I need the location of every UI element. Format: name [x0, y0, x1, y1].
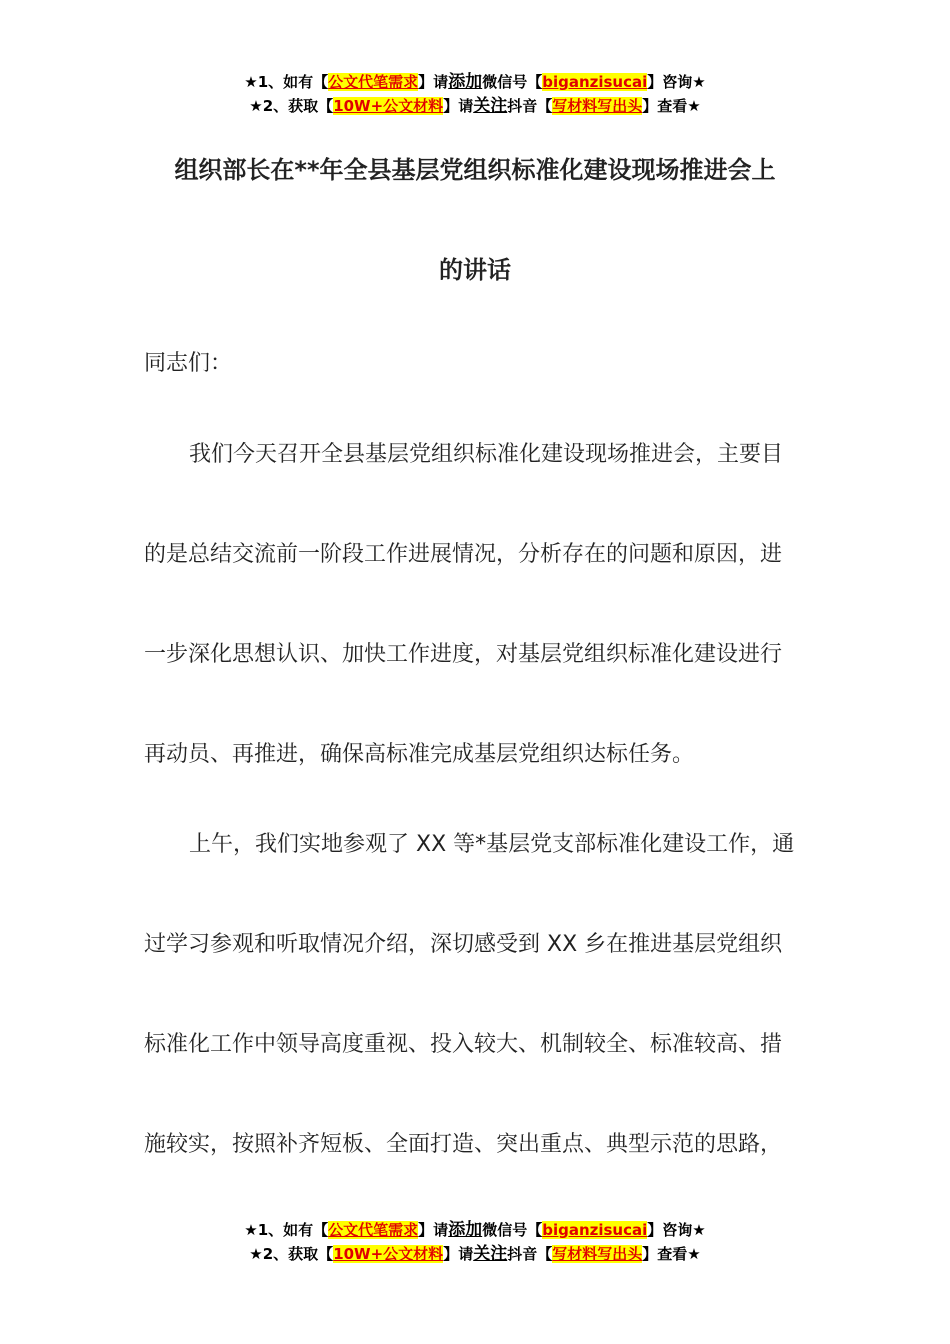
text-line: 我们今天召开全县基层党组织标准化建设现场推进会，主要目 — [189, 442, 784, 467]
promo-text: ★2、获取【 — [249, 1245, 334, 1263]
promo-highlight: 公文代笔需求 — [328, 1221, 419, 1239]
promo-text: 】请 — [443, 97, 474, 115]
promo-text: 】请 — [443, 1245, 474, 1263]
text-line: 施较实，按照补齐短板、全面打造、突出重点、典型示范的思路， — [144, 1132, 783, 1157]
promo-text: 】请 — [418, 73, 449, 91]
promo-text: 抖音【 — [507, 1245, 553, 1263]
body-paragraph-1 — [144, 440, 824, 840]
promo-wechat-id: biganzisucai — [542, 1221, 648, 1239]
promo-text: ★2、获取【 — [249, 97, 334, 115]
text-line: 过学习参观和听取情况介绍，深切感受到 XX 乡在推进基层党组织 — [144, 932, 783, 957]
text-line: 上午，我们实地参观了 XX 等*基层党支部标准化建设工作，通 — [189, 832, 795, 857]
text-line: 一步深化思想认识、加快工作进度，对基层党组织标准化建设进行 — [144, 642, 783, 667]
promo-line-2 — [0, 94, 950, 118]
promo-line-1 — [0, 70, 950, 94]
header-promo-banner — [0, 70, 950, 118]
promo-emphasis: 关注 — [473, 1244, 508, 1264]
promo-text: 微信号【 — [482, 1221, 543, 1239]
promo-text: 】咨询★ — [647, 1221, 706, 1239]
promo-emphasis: 添加 — [448, 72, 483, 92]
document-title-line-2: 的讲话 — [439, 256, 511, 284]
promo-text: 】查看★ — [642, 1245, 701, 1263]
promo-text: 抖音【 — [507, 97, 553, 115]
promo-line-2 — [0, 1242, 950, 1266]
body-paragraph-2 — [144, 830, 824, 1230]
promo-highlight: 写材料写出头 — [552, 97, 643, 115]
text-line: 再动员、再推进，确保高标准完成基层党组织达标任务。 — [144, 742, 695, 767]
salutation: 同志们： — [144, 351, 233, 376]
promo-highlight: 10W+公文材料 — [333, 97, 444, 115]
footer-promo-banner — [0, 1218, 950, 1266]
promo-text: 微信号【 — [482, 73, 543, 91]
promo-highlight: 公文代笔需求 — [328, 73, 419, 91]
promo-wechat-id: biganzisucai — [542, 73, 648, 91]
promo-text: 】咨询★ — [647, 73, 706, 91]
promo-emphasis: 添加 — [448, 1220, 483, 1240]
promo-text: 】查看★ — [642, 97, 701, 115]
text-line: 的是总结交流前一阶段工作进展情况，分析存在的问题和原因，进 — [144, 542, 783, 567]
promo-emphasis: 关注 — [473, 96, 508, 116]
promo-text: 】请 — [418, 1221, 449, 1239]
promo-highlight: 写材料写出头 — [552, 1245, 643, 1263]
promo-highlight: 10W+公文材料 — [333, 1245, 444, 1263]
promo-text: ★1、如有【 — [244, 73, 329, 91]
promo-text: ★1、如有【 — [244, 1221, 329, 1239]
text-line: 标准化工作中领导高度重视、投入较大、机制较全、标准较高、措 — [144, 1032, 783, 1057]
promo-line-1 — [0, 1218, 950, 1242]
document-title-line-1: 组织部长在**年全县基层党组织标准化建设现场推进会上 — [174, 156, 776, 184]
